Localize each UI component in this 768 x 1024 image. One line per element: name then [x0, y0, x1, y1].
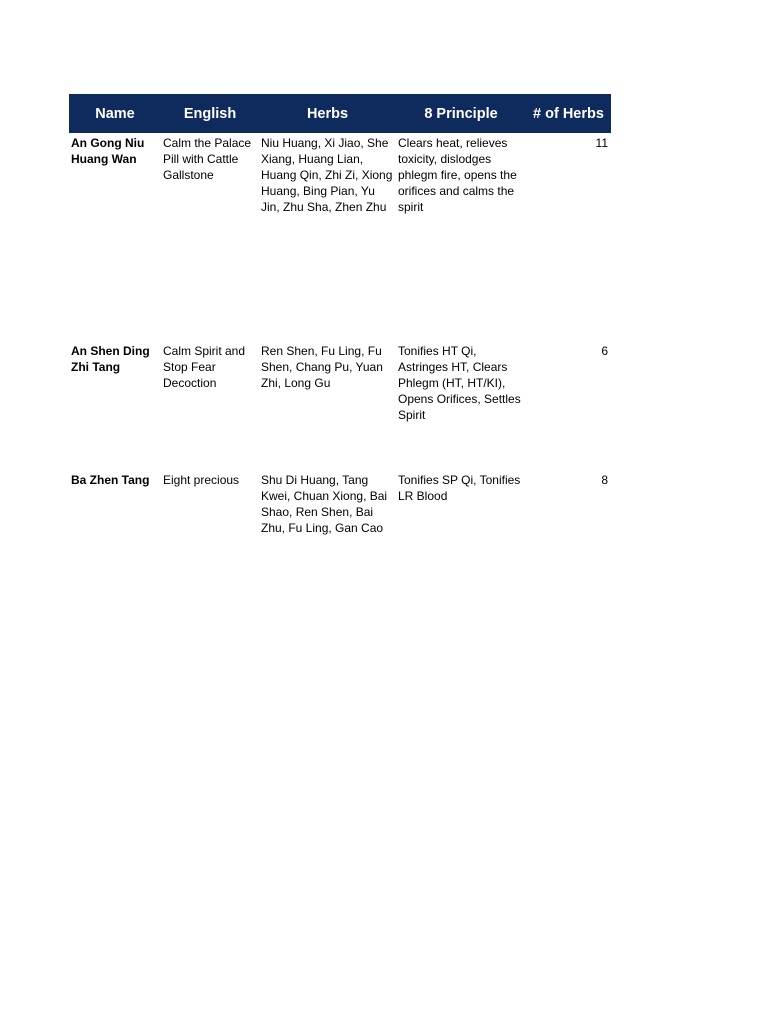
- english-name-cell: Calm the Palace Pill with Cattle Gallstone: [163, 136, 252, 182]
- formula-name-cell: An Shen Ding Zhi Tang: [71, 344, 150, 374]
- column-header-name: Name: [95, 105, 135, 122]
- principle-cell: Clears heat, relieves toxicity, dislodges phlegm fire, opens the orifices and calms the spirit: [398, 136, 517, 214]
- principle-cell: Tonifies HT Qi, Astringes HT, Clears Phlegm (HT, HT/KI), Opens Orifices, Settles Spirit: [398, 344, 521, 422]
- herbs-cell: Ren Shen, Fu Ling, Fu Shen, Chang Pu, Yuan Zhi, Long Gu: [261, 344, 383, 390]
- column-header-principle: 8 Principle: [424, 105, 498, 122]
- herb-count-cell: 8: [601, 473, 608, 487]
- english-name-cell: Calm Spirit and Stop Fear Decoction: [163, 344, 246, 390]
- herb-count-cell: 6: [601, 344, 608, 358]
- table-row: [69, 133, 611, 341]
- english-name-cell: Eight precious: [163, 473, 240, 487]
- column-header-herbs: Herbs: [306, 105, 349, 122]
- formula-name-cell: An Gong Niu Huang Wan: [71, 136, 145, 166]
- herb-count-cell: 11: [595, 136, 608, 150]
- table-row: [69, 341, 611, 470]
- table-row: [69, 470, 611, 550]
- table-header-row: [69, 94, 611, 133]
- herbs-cell: Shu Di Huang, Tang Kwei, Chuan Xiong, Bai Shao, Ren Shen, Bai Zhu, Fu Ling, Gan Cao: [261, 473, 388, 535]
- formula-name-cell: Ba Zhen Tang: [71, 473, 150, 487]
- principle-cell: Tonifies SP Qi, Tonifies LR Blood: [398, 473, 521, 503]
- column-header-count: # of Herbs: [533, 105, 604, 122]
- herbs-cell: Niu Huang, Xi Jiao, She Xiang, Huang Lian, Huang Qin, Zhi Zi, Xiong Huang, Bing Pian, Yu Jin, Zhu Sha, Zhen Zhu: [261, 136, 393, 214]
- column-header-english: English: [183, 105, 237, 122]
- formula-table: [69, 94, 611, 550]
